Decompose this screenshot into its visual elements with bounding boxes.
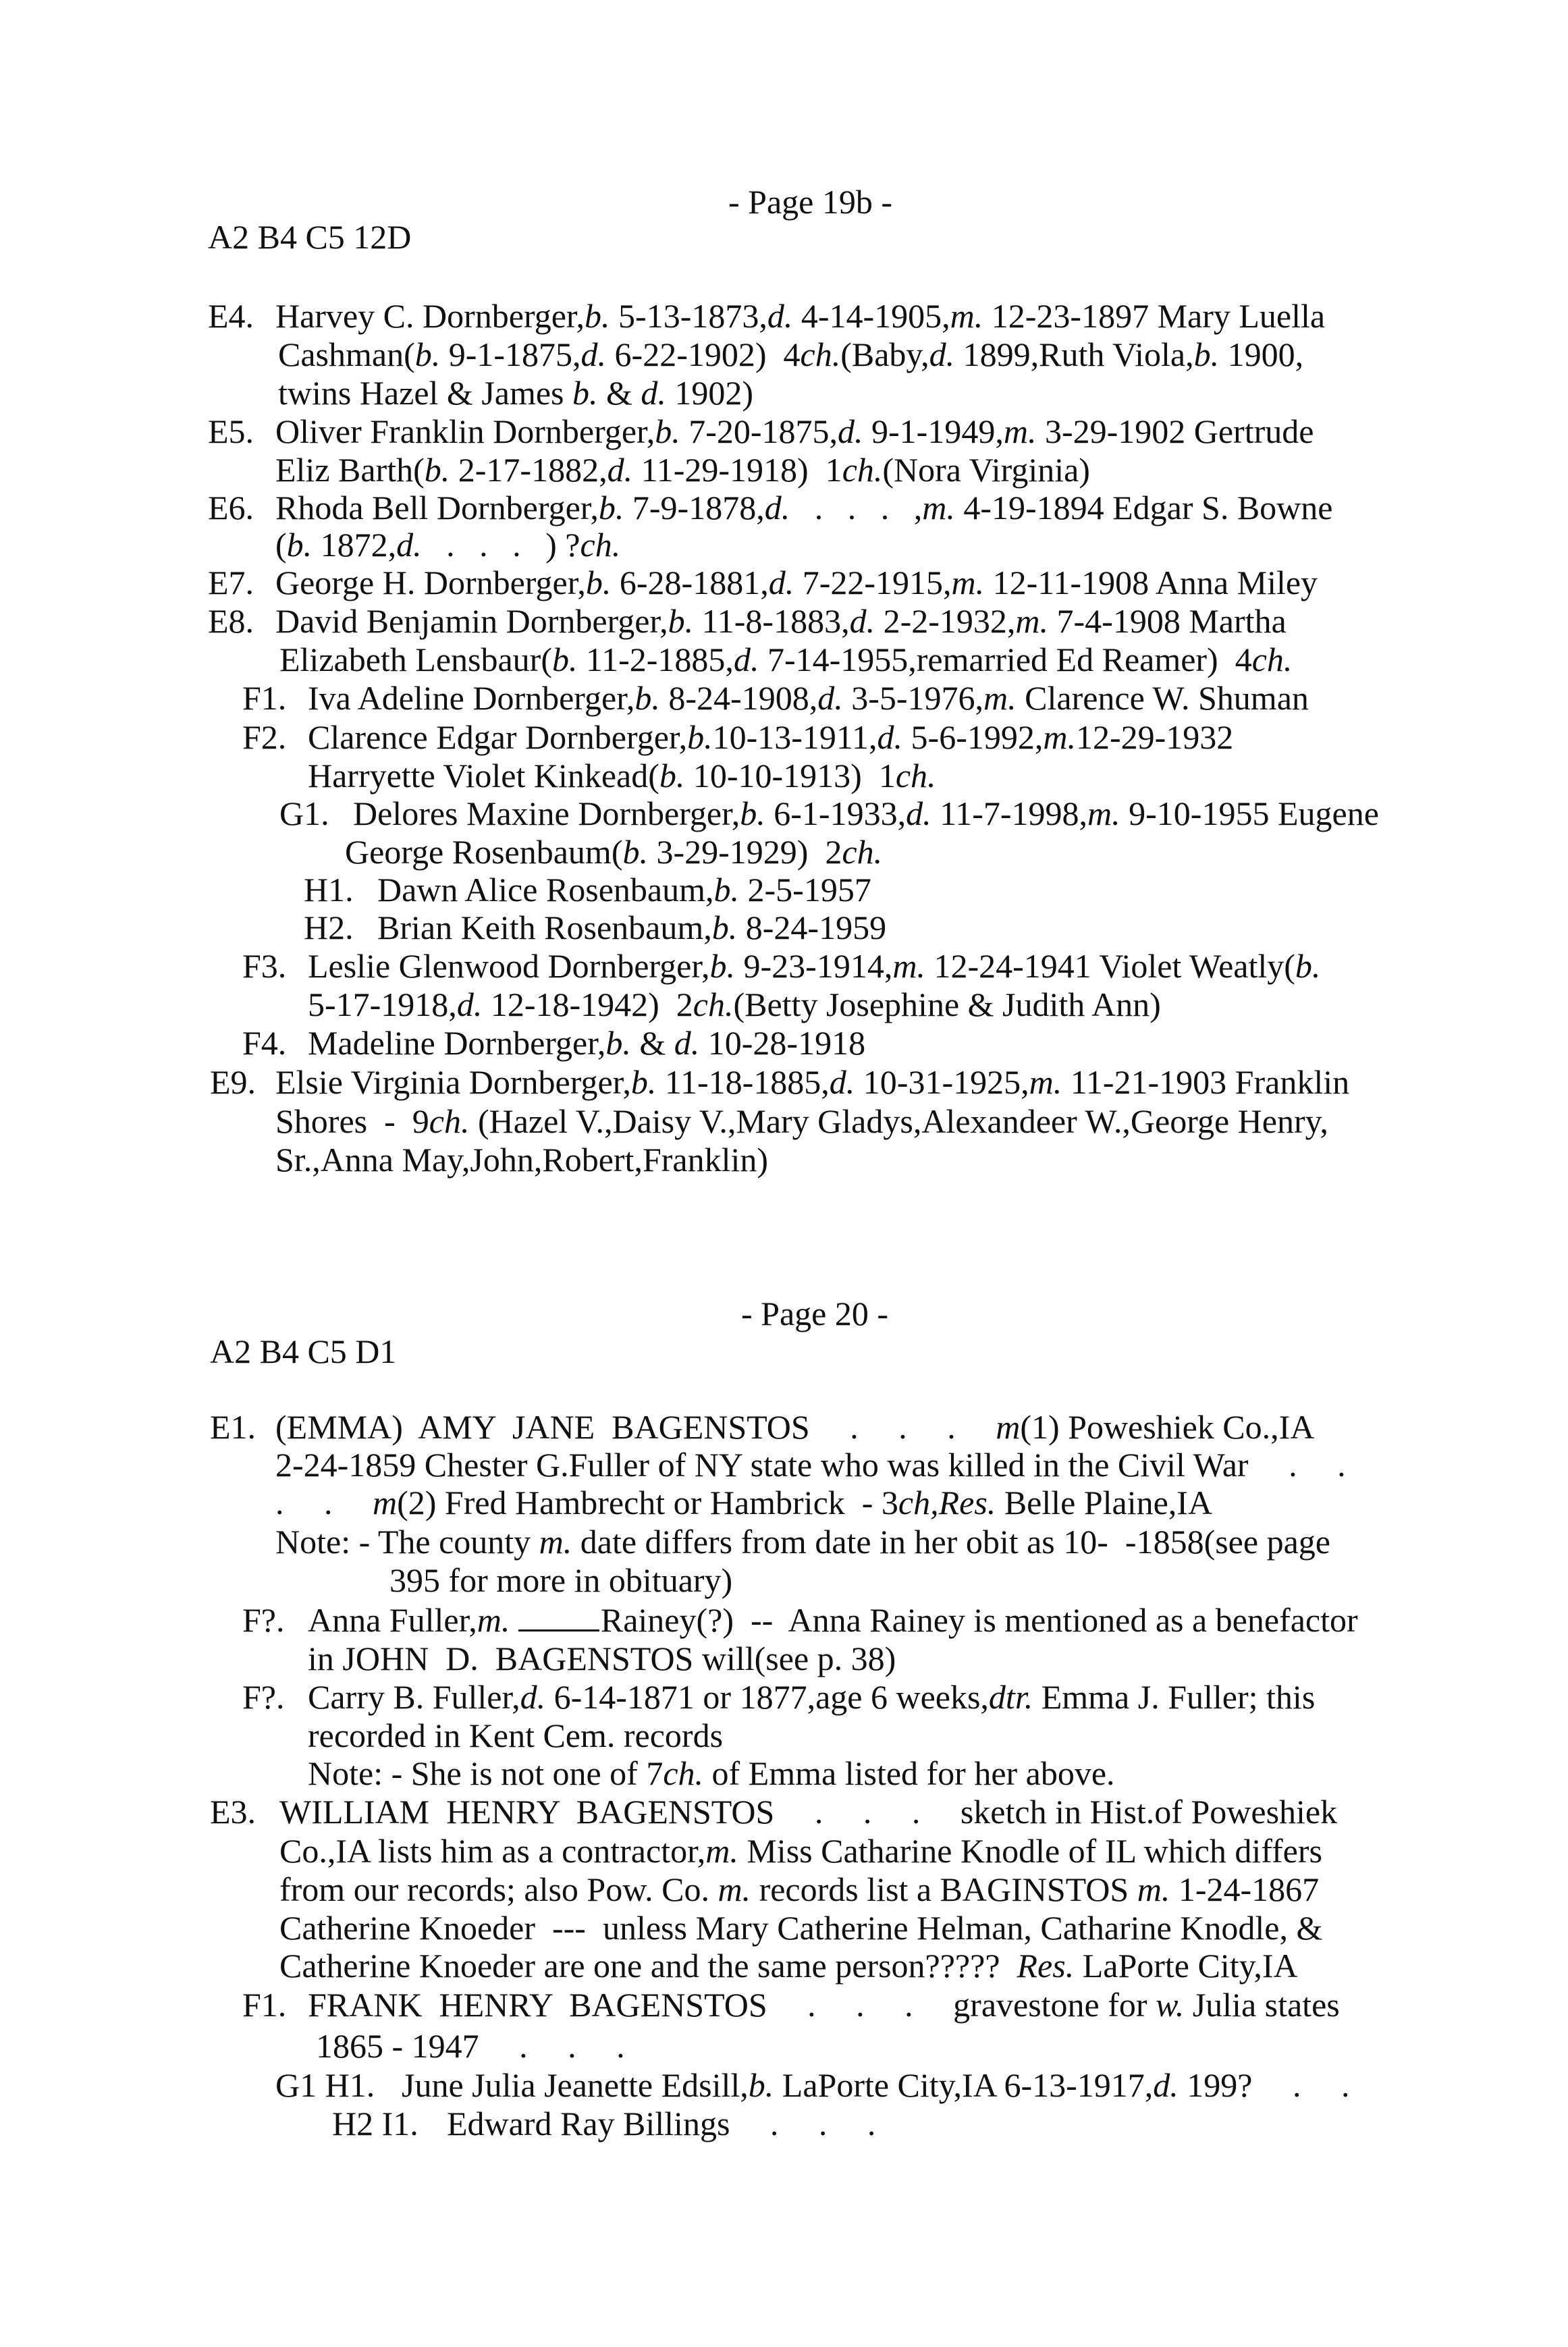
text-segment: 11-21-1903 Franklin [1062, 1063, 1350, 1101]
italic-abbrev: d. [838, 412, 863, 450]
entry-label: E6. [208, 489, 254, 527]
entry-label: F?. [242, 1678, 285, 1716]
italic-abbrev: b. [286, 526, 313, 564]
blank-underline [518, 1602, 599, 1631]
entry-text [275, 1408, 1314, 1447]
entry-text [353, 794, 1379, 833]
ellipsis-dots: . . . [790, 489, 914, 527]
text-segment: 10-10-1913) 1 [684, 757, 896, 794]
text-segment: 6-28-1881, [611, 564, 769, 601]
text-segment: ( [275, 526, 287, 564]
italic-abbrev: ch. [895, 757, 936, 794]
text-segment: FRANK HENRY BAGENSTOS [308, 1986, 767, 2024]
text-segment: 9-1-1949, [863, 412, 1004, 450]
italic-abbrev: m. [892, 947, 925, 985]
italic-abbrev: b. [709, 947, 736, 985]
text-segment: Madeline Dornberger, [308, 1024, 606, 1062]
entry-text [275, 1063, 1349, 1102]
text-segment: date differs from date in her obit as 10- -1858(see page [572, 1523, 1330, 1561]
text-segment: 7-20-1875, [680, 412, 838, 450]
text-segment: 5-6-1992, [902, 718, 1044, 756]
text-segment: Co.,IA lists him as a contractor, [279, 1832, 706, 1870]
entry-text [308, 1601, 1358, 1640]
entry-text [377, 909, 886, 947]
text-segment: 1900, [1219, 335, 1304, 373]
text-segment: (Hazel V.,Daisy V.,Mary Gladys,Alexandeer W.,George Henry, [469, 1102, 1328, 1140]
text-segment: 12-18-1942) 2 [482, 986, 693, 1023]
text-segment [510, 1601, 518, 1639]
ellipsis-dots: . . . [774, 1793, 961, 1831]
text-segment: WILLIAM HENRY BAGENSTOS [279, 1793, 775, 1831]
italic-abbrev: ch. [800, 335, 841, 373]
text-segment: June Julia Jeanette Edsill, [402, 2066, 749, 2104]
text-segment: , [913, 489, 923, 527]
italic-abbrev: d. [607, 451, 633, 489]
text-segment: Iva Adeline Dornberger, [308, 679, 635, 717]
entry-text [377, 871, 871, 909]
italic-abbrev: dtr. [988, 1678, 1033, 1716]
italic-abbrev: b. [1193, 335, 1220, 373]
section-code: A2 B4 C5 12D [208, 218, 412, 256]
text-segment: Catherine Knoeder --- unless Mary Catherine Helman, Catharine Knodle, & [279, 1909, 1323, 1947]
entry-continuation [389, 1561, 732, 1600]
entry-continuation [278, 374, 753, 412]
italic-abbrev: m. [951, 564, 985, 601]
text-segment: Oliver Franklin Dornberger, [275, 412, 655, 450]
entry-continuation [279, 1947, 1298, 1985]
italic-abbrev: b. [605, 1024, 631, 1062]
text-segment: & [630, 1024, 674, 1062]
italic-abbrev: b. [659, 757, 685, 794]
text-segment: 7-9-1878, [624, 489, 765, 527]
entry-text [308, 947, 1320, 986]
text-segment: 3-5-1976, [842, 679, 984, 717]
text-segment: 6-14-1871 or 1877,age 6 weeks, [545, 1678, 989, 1716]
text-segment: 199? [1178, 2066, 1253, 2104]
text-segment: 10-28-1918 [699, 1024, 866, 1062]
italic-abbrev: b. [713, 871, 740, 909]
section-code: A2 B4 C5 D1 [210, 1332, 397, 1370]
text-segment: 6-22-1902) 4 [606, 335, 801, 373]
text-segment: Leslie Glenwood Dornberger, [308, 947, 710, 985]
italic-abbrev: m. [1015, 602, 1049, 640]
entry-label: F4. [242, 1024, 287, 1062]
text-segment: Note: - The county [275, 1523, 539, 1561]
text-segment: Miss Catharine Knodle of IL which differs [738, 1832, 1322, 1870]
italic-abbrev: d. [641, 374, 666, 412]
text-segment: 1865 - 1947 [316, 2027, 479, 2065]
entry-text [275, 297, 1325, 335]
text-segment: gravestone for [953, 1986, 1156, 2024]
entry-text [279, 1793, 1337, 1831]
entry-label: E7. [208, 564, 254, 601]
ellipsis-dots: . . . [479, 2027, 625, 2065]
text-segment: (EMMA) AMY JANE BAGENSTOS [275, 1408, 810, 1446]
entry-label: F2. [242, 718, 287, 756]
text-segment: Clarence W. Shuman [1016, 679, 1309, 717]
entry-text [402, 2066, 1349, 2105]
ellipsis-dots: . . [1248, 1446, 1346, 1484]
text-segment: 7-22-1915, [794, 564, 952, 601]
italic-abbrev: b. [598, 489, 624, 527]
text-segment: (Betty Josephine & Judith Ann) [733, 986, 1161, 1023]
entry-label: F1. [242, 1986, 287, 2024]
text-segment: 2-24-1859 Chester G.Fuller of NY state who was killed in the Civil War [275, 1446, 1249, 1484]
text-segment: 9-23-1914, [735, 947, 893, 985]
text-segment: 5-13-1873, [610, 297, 767, 335]
italic-abbrev: d. [580, 335, 607, 373]
italic-abbrev: d. [906, 794, 931, 832]
entry-continuation [279, 641, 1292, 679]
text-segment: Sr.,Anna May,John,Robert,Franklin) [275, 1141, 769, 1179]
italic-abbrev: d. [674, 1024, 700, 1062]
text-segment: 12-29-1932 [1075, 718, 1234, 756]
entry-continuation [275, 1523, 1330, 1561]
text-segment: Cashman( [278, 335, 415, 373]
text-segment: twins Hazel & James [278, 374, 573, 412]
entry-text [308, 1678, 1315, 1717]
italic-abbrev: m. [477, 1601, 510, 1639]
italic-abbrev: ch. [429, 1102, 470, 1140]
entry-continuation [308, 1754, 1115, 1793]
text-segment: 11-7-1998, [931, 794, 1088, 832]
entry-continuation [275, 451, 1090, 489]
entry-label: F?. [242, 1601, 285, 1639]
italic-abbrev: b. [551, 641, 578, 678]
ellipsis-dots: . . . [421, 526, 546, 564]
text-segment: 9-1-1875, [440, 335, 581, 373]
italic-abbrev: ch. [1251, 641, 1293, 678]
entry-text [447, 2105, 875, 2143]
entry-text [275, 602, 1287, 641]
page-header: - Page 20 - [741, 1295, 888, 1332]
text-segment: Anna Fuller, [308, 1601, 477, 1639]
entry-label: H2. [304, 909, 354, 946]
text-segment: recorded in Kent Cem. records [308, 1717, 724, 1754]
italic-abbrev: d. [456, 986, 483, 1023]
italic-abbrev: b. [668, 602, 694, 640]
text-segment: Julia states [1184, 1986, 1340, 2024]
page-header: - Page 19b - [728, 183, 892, 221]
italic-abbrev: b. [630, 1063, 657, 1101]
entry-text [275, 564, 1318, 602]
text-segment: Emma J. Fuller; this [1033, 1678, 1316, 1716]
italic-abbrev: d. [877, 718, 903, 756]
text-segment: Eliz Barth( [275, 451, 425, 489]
text-segment: & [597, 374, 641, 412]
italic-abbrev: m. [1043, 718, 1076, 756]
entry-continuation [279, 1909, 1322, 1947]
text-segment: of Emma listed for her above. [703, 1754, 1115, 1792]
italic-abbrev: Res. [1017, 1947, 1075, 1985]
italic-abbrev: b. [414, 335, 441, 373]
italic-abbrev: m [996, 1408, 1021, 1446]
text-segment: 5-17-1918, [308, 986, 457, 1023]
entry-continuation [279, 1832, 1322, 1870]
entry-continuation [345, 833, 882, 871]
text-segment: Carry B. Fuller, [308, 1678, 520, 1716]
entry-label: G1 H1. [275, 2066, 375, 2104]
text-segment: Shores - 9 [275, 1102, 429, 1140]
text-segment: 4-14-1905, [792, 297, 950, 335]
text-segment: Elizabeth Lensbaur( [279, 641, 552, 678]
text-segment: 12-11-1908 Anna Miley [984, 564, 1318, 601]
entry-label: E9. [210, 1063, 256, 1101]
entry-label: E1. [210, 1408, 256, 1446]
italic-abbrev: ch,Res. [898, 1484, 996, 1521]
text-segment: LaPorte City,IA [1074, 1947, 1298, 1985]
italic-abbrev: d. [733, 641, 759, 678]
italic-abbrev: d. [396, 526, 422, 564]
text-segment: 4-19-1894 Edgar S. Bowne [954, 489, 1333, 527]
entry-label: F1. [242, 679, 287, 717]
italic-abbrev: b. [687, 718, 713, 756]
italic-abbrev: d. [768, 564, 794, 601]
entry-label: E5. [208, 412, 254, 450]
text-segment: David Benjamin Dornberger, [275, 602, 668, 640]
ellipsis-dots: . . [1252, 2066, 1350, 2104]
italic-abbrev: d. [849, 602, 875, 640]
text-segment: 1899,Ruth Viola, [954, 335, 1194, 373]
entry-label: G1. [279, 794, 329, 832]
text-segment: ) ? [545, 526, 580, 564]
italic-abbrev: w. [1156, 1986, 1185, 2024]
entry-text [308, 718, 1233, 757]
text-segment: records list a BAGINSTOS [751, 1870, 1137, 1908]
text-segment: 12-23-1897 Mary Luella [983, 297, 1326, 335]
italic-abbrev: ch. [842, 833, 883, 871]
text-segment: (Baby, [840, 335, 929, 373]
italic-abbrev: d. [829, 1063, 855, 1101]
text-segment: Belle Plaine,IA [996, 1484, 1213, 1521]
italic-abbrev: ch. [842, 451, 883, 489]
entry-continuation [278, 335, 1303, 374]
text-segment: Catherine Knoeder are one and the same person????? [279, 1947, 1017, 1985]
italic-abbrev: ch. [693, 986, 734, 1023]
entry-text [275, 489, 1332, 527]
italic-abbrev: d. [1153, 2066, 1179, 2104]
italic-abbrev: b. [748, 2066, 774, 2104]
ellipsis-dots: . . . [809, 1408, 996, 1446]
italic-abbrev: b. [711, 909, 738, 946]
text-segment: Clarence Edgar Dornberger, [308, 718, 688, 756]
italic-abbrev: m. [983, 679, 1017, 717]
text-segment: Harvey C. Dornberger, [275, 297, 585, 335]
text-segment: Note: - She is not one of 7 [308, 1754, 664, 1792]
ellipsis-dots: . . . [767, 1986, 954, 2024]
entry-label: E8. [208, 602, 254, 640]
text-segment: 7-14-1955,remarried Ed Reamer) 4 [759, 641, 1252, 678]
entry-label: E4. [208, 297, 254, 335]
text-segment: 1872, [312, 526, 397, 564]
text-segment: (1) Poweshiek Co.,IA [1020, 1408, 1315, 1446]
italic-abbrev: b. [585, 297, 610, 335]
text-segment: Rainey(?) -- Anna Rainey is mentioned as a benefactor [600, 1601, 1358, 1639]
text-segment: George Rosenbaum( [345, 833, 623, 871]
italic-abbrev: m. [1029, 1063, 1062, 1101]
italic-abbrev: b. [622, 833, 648, 871]
text-segment: 9-10-1955 Eugene [1120, 794, 1379, 832]
text-segment: 11-29-1918) 1 [632, 451, 842, 489]
text-segment: Edward Ray Billings [447, 2105, 730, 2142]
text-segment: Harryette Violet Kinkead( [308, 757, 659, 794]
text-segment: in JOHN D. BAGENSTOS will(see p. 38) [308, 1640, 896, 1677]
italic-abbrev: d. [817, 679, 843, 717]
text-segment: Brian Keith Rosenbaum, [377, 909, 712, 946]
text-segment: 3-29-1902 Gertrude [1036, 412, 1314, 450]
italic-abbrev: m. [718, 1870, 751, 1908]
text-segment: from our records; also Pow. Co. [279, 1870, 718, 1908]
entry-continuation [275, 526, 620, 564]
text-segment: (2) Fred Hambrecht or Hambrick - 3 [397, 1484, 898, 1521]
text-segment: 2-2-1932, [875, 602, 1016, 640]
italic-abbrev: b. [634, 679, 660, 717]
text-segment: 1902) [666, 374, 754, 412]
text-segment: 10-31-1925, [855, 1063, 1029, 1101]
entry-continuation [275, 1446, 1346, 1484]
italic-abbrev: m. [950, 297, 983, 335]
text-segment: 2-17-1882, [450, 451, 607, 489]
text-segment: 8-24-1959 [737, 909, 887, 946]
italic-abbrev: b. [740, 794, 765, 832]
italic-abbrev: d. [929, 335, 955, 373]
italic-abbrev: d. [764, 489, 790, 527]
entry-continuation [308, 1640, 896, 1678]
text-segment: 1-24-1867 [1170, 1870, 1320, 1908]
entry-text [308, 1024, 865, 1062]
entry-text [308, 1986, 1340, 2024]
text-segment: 7-4-1908 Martha [1048, 602, 1287, 640]
entry-continuation [316, 2027, 625, 2066]
italic-abbrev: ch. [580, 526, 621, 564]
text-segment: 11-8-1883, [693, 602, 850, 640]
entry-continuation [275, 1102, 1328, 1141]
entry-label: F3. [242, 947, 287, 985]
text-segment: 11-2-1885, [577, 641, 734, 678]
text-segment: 11-18-1885, [656, 1063, 830, 1101]
text-segment: 395 for more in obituary) [389, 1561, 733, 1599]
ellipsis-dots: . . [275, 1484, 373, 1521]
italic-abbrev: m. [539, 1523, 572, 1561]
entry-continuation [275, 1484, 1212, 1522]
italic-abbrev: b. [1295, 947, 1321, 985]
text-segment: Rhoda Bell Dornberger, [275, 489, 599, 527]
text-segment: 12-24-1941 Violet Weatly( [925, 947, 1295, 985]
entry-text [308, 679, 1309, 718]
text-segment: George H. Dornberger, [275, 564, 586, 601]
entry-label: E3. [210, 1793, 256, 1831]
italic-abbrev: b. [585, 564, 612, 601]
text-segment: 8-24-1908, [659, 679, 818, 717]
italic-abbrev: m. [922, 489, 955, 527]
text-segment: 10-13-1911, [712, 718, 877, 756]
entry-continuation [308, 986, 1161, 1024]
italic-abbrev: b. [424, 451, 450, 489]
text-segment: 2-5-1957 [739, 871, 871, 909]
italic-abbrev: m. [1087, 794, 1120, 832]
entry-label: H1. [304, 871, 354, 909]
ellipsis-dots: . . . [730, 2105, 876, 2142]
text-segment: LaPorte City,IA 6-13-1917, [774, 2066, 1154, 2104]
italic-abbrev: m [373, 1484, 398, 1521]
entry-text [275, 412, 1314, 451]
entry-label: H2 I1. [332, 2105, 418, 2142]
text-segment: 3-29-1929) 2 [647, 833, 842, 871]
text-segment: 6-1-1933, [765, 794, 907, 832]
entry-continuation [308, 757, 936, 795]
italic-abbrev: m. [1137, 1870, 1170, 1908]
italic-abbrev: d. [520, 1678, 546, 1716]
text-segment: Delores Maxine Dornberger, [353, 794, 740, 832]
text-segment: sketch in Hist.of Poweshiek [960, 1793, 1338, 1831]
text-segment: Elsie Virginia Dornberger, [275, 1063, 631, 1101]
italic-abbrev: d. [767, 297, 793, 335]
italic-abbrev: b. [655, 412, 680, 450]
italic-abbrev: m. [1003, 412, 1037, 450]
text-segment: (Nora Virginia) [882, 451, 1090, 489]
italic-abbrev: m. [705, 1832, 738, 1870]
italic-abbrev: b. [572, 374, 598, 412]
text-segment: Dawn Alice Rosenbaum, [377, 871, 714, 909]
entry-continuation [279, 1870, 1319, 1909]
entry-continuation [308, 1717, 723, 1755]
italic-abbrev: ch. [663, 1754, 704, 1792]
entry-continuation [275, 1141, 768, 1179]
